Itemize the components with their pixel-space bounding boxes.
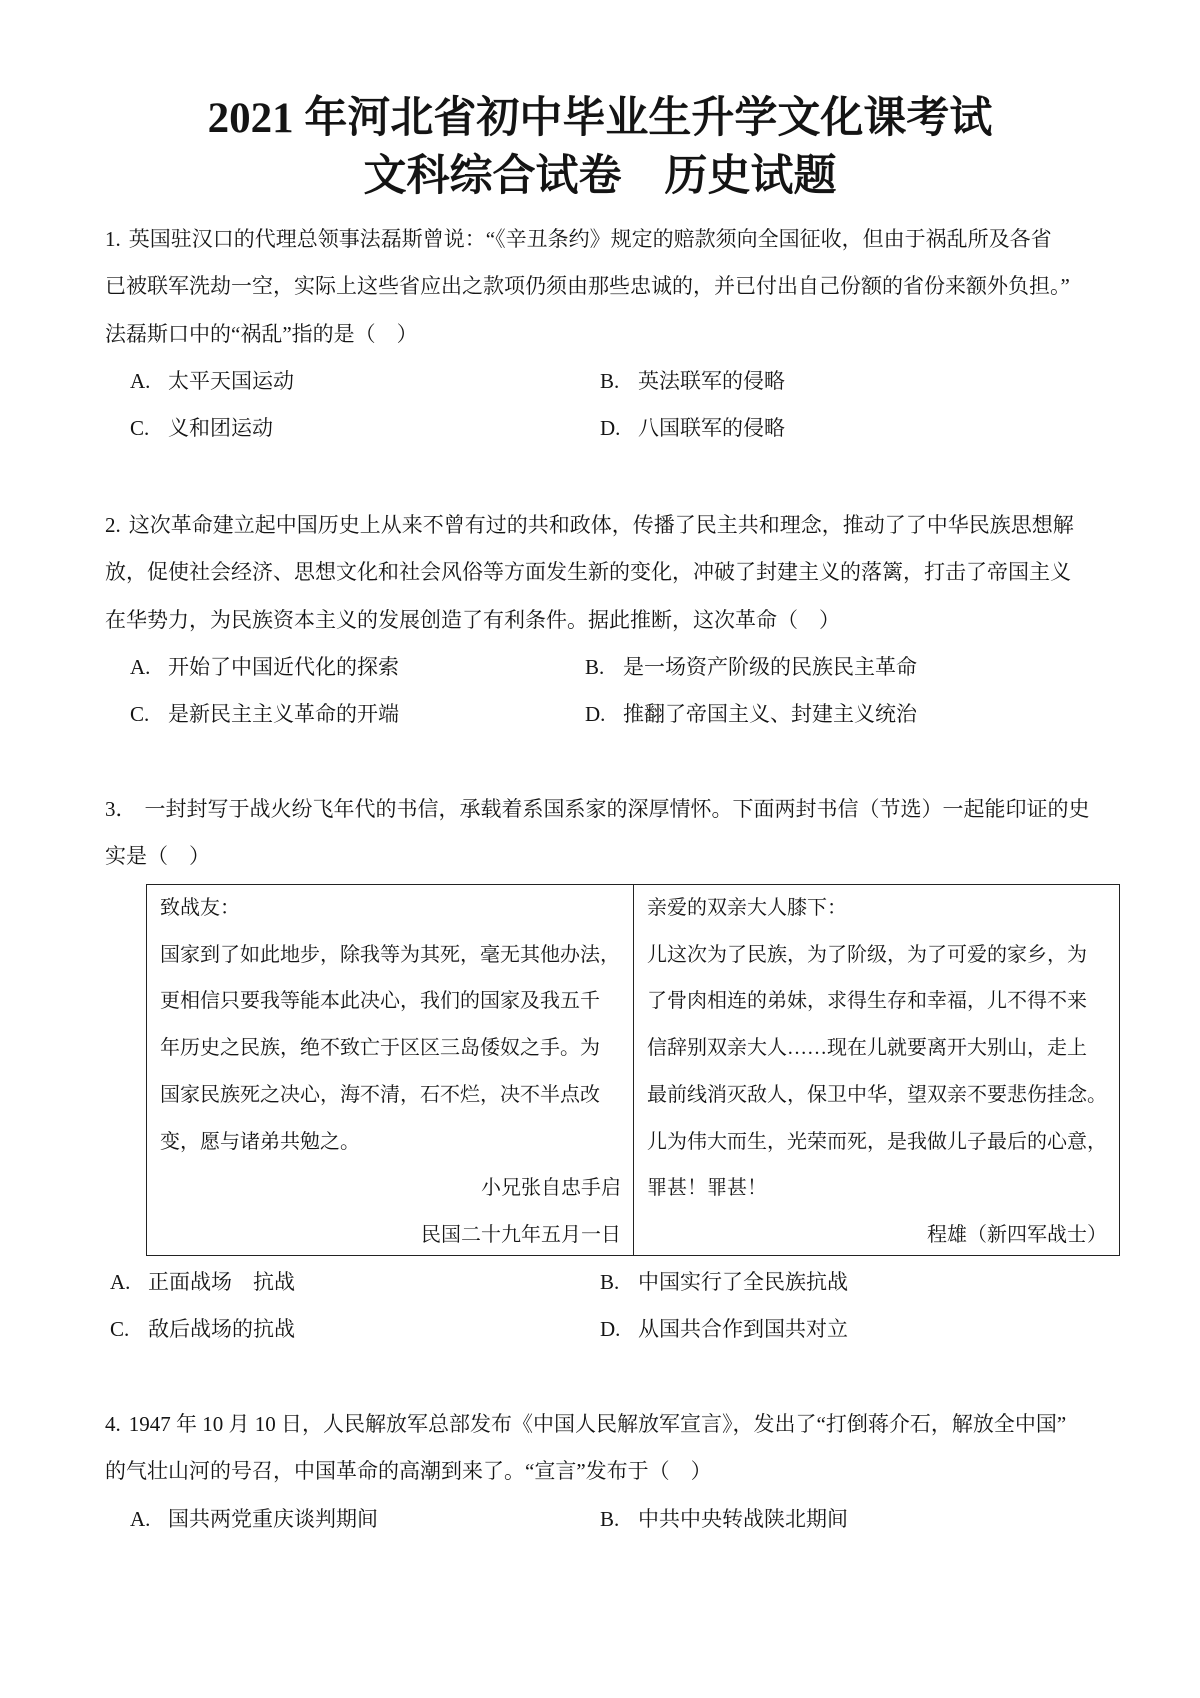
letters-table bbox=[146, 884, 1120, 1256]
question-number: 3． bbox=[105, 797, 137, 821]
options-row bbox=[105, 1496, 1105, 1543]
option-text: 是一场资产阶级的民族民主革命 bbox=[623, 654, 917, 679]
question-stem-line: 实是（ ） bbox=[105, 844, 210, 869]
option-label: A. bbox=[130, 368, 151, 393]
letter-line: 变，愿与诸弟共勉之。 bbox=[160, 1130, 360, 1153]
letter-line: 年历史之民族，绝不致亡于区区三岛倭奴之手。为 bbox=[160, 1037, 600, 1060]
option-text: 英法联军的侵略 bbox=[638, 368, 785, 393]
letter-line: 更相信只要我等能本此决心，我们的国家及我五千 bbox=[160, 990, 600, 1013]
letter-line: 儿为伟大而生，光荣而死，是我做儿子最后的心意， bbox=[647, 1130, 1107, 1153]
question-3 bbox=[105, 786, 1105, 881]
question-3-options bbox=[105, 1259, 1105, 1354]
option-label: C. bbox=[130, 416, 150, 441]
question-stem-line bbox=[105, 786, 1105, 833]
letter-zhang-zizhong bbox=[147, 885, 634, 1255]
question-text: 这次革命建立起中国历史上从来不曾有过的共和政体，传播了民主共和理念，推动了了中华民族思想解 bbox=[128, 513, 1074, 537]
option-label: B. bbox=[600, 1506, 620, 1531]
question-stem-line bbox=[105, 1401, 1105, 1448]
option-text: 开始了中国近代化的探索 bbox=[168, 654, 399, 679]
option-text: 义和团运动 bbox=[168, 416, 273, 441]
option-text: 八国联军的侵略 bbox=[638, 416, 785, 441]
question-1 bbox=[105, 216, 1105, 452]
option-text: 推翻了帝国主义、封建主义统治 bbox=[623, 702, 917, 727]
letter-date: 民国二十九年五月一日 bbox=[421, 1223, 621, 1246]
letter-line: 致战友： bbox=[160, 897, 240, 919]
option-text: 从国共合作到国共对立 bbox=[638, 1317, 848, 1342]
option-b[interactable] bbox=[600, 1259, 848, 1306]
option-label: A. bbox=[130, 1506, 151, 1531]
option-label: D. bbox=[600, 1317, 621, 1342]
question-stem-line: 的气壮山河的号召，中国革命的高潮到来了。“宣言”发布于（ ） bbox=[105, 1459, 712, 1484]
letter-line: 国家到了如此地步，除我等为其死，毫无其他办法， bbox=[160, 943, 620, 966]
option-a[interactable] bbox=[130, 358, 294, 405]
option-a[interactable] bbox=[130, 1496, 378, 1543]
option-a[interactable] bbox=[130, 644, 399, 691]
question-4 bbox=[105, 1401, 1105, 1543]
letter-line: 罪甚！罪甚！ bbox=[647, 1177, 767, 1200]
letter-line: 儿这次为了民族，为了阶级，为了可爱的家乡，为 bbox=[647, 943, 1087, 966]
options-row bbox=[105, 1259, 1105, 1306]
letter-signature: 小兄张自忠手启 bbox=[481, 1177, 621, 1200]
option-d[interactable] bbox=[600, 1306, 848, 1353]
option-c[interactable] bbox=[130, 405, 273, 452]
option-label: A. bbox=[110, 1270, 131, 1294]
option-c[interactable] bbox=[130, 691, 399, 738]
letter-line: 信辞别双亲大人……现在儿就要离开大别山，走上 bbox=[647, 1037, 1087, 1060]
question-number: 1. bbox=[105, 227, 121, 251]
page-title: 2021 年河北省初中毕业生升学文化课考试 bbox=[207, 95, 993, 142]
question-text: 一封封写于战火纷飞年代的书信，承载着系国系家的深厚情怀。下面两封书信（节选）一起能印证的史 bbox=[144, 797, 1090, 821]
option-d[interactable] bbox=[585, 691, 917, 738]
option-label: B. bbox=[600, 1270, 620, 1294]
question-stem-line: 放，促使社会经济、思想文化和社会风俗等方面发生新的变化，冲破了封建主义的落篱，打击了帝国主义 bbox=[105, 560, 1071, 585]
option-text: 正面战场 抗战 bbox=[148, 1270, 295, 1294]
options-row bbox=[105, 644, 1105, 691]
option-label: C. bbox=[110, 1317, 130, 1342]
question-text: 1947 年 10 月 10 日，人民解放军总部发布《中国人民解放军宣言》，发出了“打倒蒋介石，解放全中国” bbox=[128, 1412, 1067, 1436]
option-text: 中国实行了全民族抗战 bbox=[638, 1270, 848, 1294]
question-stem-line: 在华势力，为民族资本主义的发展创造了有利条件。据此推断，这次革命（ ） bbox=[105, 607, 840, 632]
option-label: D. bbox=[600, 416, 621, 441]
option-label: C. bbox=[130, 702, 150, 727]
page-subtitle: 文科综合试卷 历史试题 bbox=[363, 153, 837, 200]
option-text: 太平天国运动 bbox=[168, 368, 294, 393]
option-c[interactable] bbox=[110, 1306, 295, 1353]
question-stem-line bbox=[105, 216, 1105, 263]
letter-signature: 程雄（新四军战士） bbox=[927, 1223, 1107, 1246]
letter-line: 最前线消灭敌人，保卫中华，望双亲不要悲伤挂念。 bbox=[647, 1083, 1107, 1106]
question-number: 2. bbox=[105, 513, 121, 537]
question-stem-line: 已被联军洗劫一空，实际上这些省应出之款项仍须由那些忠诚的，并已付出自己份额的省份来额外负担。” bbox=[105, 274, 1070, 299]
options-row bbox=[105, 358, 1105, 405]
option-text: 中共中央转战陕北期间 bbox=[638, 1506, 848, 1531]
letter-line: 了骨肉相连的弟妹，求得生存和幸福，儿不得不来 bbox=[647, 990, 1087, 1013]
option-label: D. bbox=[585, 702, 606, 727]
letter-cheng-xiong bbox=[634, 885, 1119, 1255]
question-stem-line bbox=[105, 502, 1105, 549]
option-text: 是新民主主义革命的开端 bbox=[168, 702, 399, 727]
options-row bbox=[105, 405, 1105, 452]
question-text: 英国驻汉口的代理总领事法磊斯曾说：“《辛丑条约》规定的赔款须向全国征收，但由于祸乱所及各省 bbox=[128, 227, 1052, 251]
options-row bbox=[105, 1306, 1105, 1353]
options-row bbox=[105, 691, 1105, 738]
option-b[interactable] bbox=[585, 644, 917, 691]
option-label: A. bbox=[130, 654, 151, 679]
question-2 bbox=[105, 502, 1105, 738]
option-text: 国共两党重庆谈判期间 bbox=[168, 1506, 378, 1531]
letter-line: 国家民族死之决心，海不清，石不烂，决不半点改 bbox=[160, 1083, 600, 1106]
option-b[interactable] bbox=[600, 358, 785, 405]
option-label: B. bbox=[600, 368, 620, 393]
option-text: 敌后战场的抗战 bbox=[148, 1317, 295, 1342]
question-number: 4. bbox=[105, 1412, 121, 1436]
option-label: B. bbox=[585, 654, 605, 679]
option-b[interactable] bbox=[600, 1496, 848, 1543]
option-a[interactable] bbox=[110, 1259, 295, 1306]
question-stem-line: 法磊斯口中的“祸乱”指的是（ ） bbox=[105, 321, 418, 346]
letter-line: 亲爱的双亲大人膝下： bbox=[647, 897, 847, 919]
option-d[interactable] bbox=[600, 405, 785, 452]
